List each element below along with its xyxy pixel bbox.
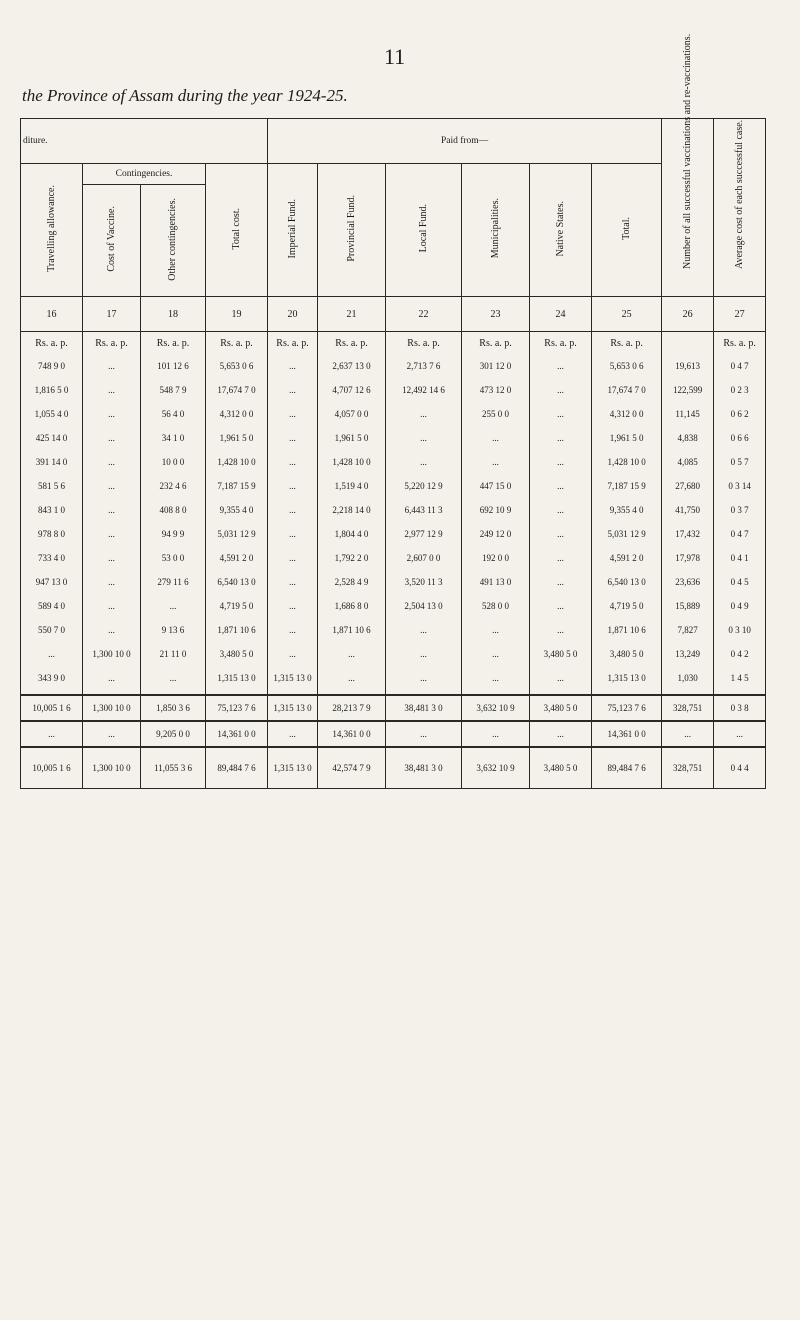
table-cell: 89,484 7 6 xyxy=(592,747,662,789)
table-cell: 301 12 0 xyxy=(462,354,530,378)
table-cell: ... xyxy=(530,498,592,522)
table-cell: 89,484 7 6 xyxy=(206,747,268,789)
table-cell: Rs. a. p. xyxy=(462,332,530,355)
table-cell: ... xyxy=(530,402,592,426)
table-cell: 3,480 5 0 xyxy=(530,747,592,789)
table-row xyxy=(21,378,766,402)
table-cell: 328,751 xyxy=(662,747,714,789)
table-cell: 1,871 10 6 xyxy=(592,618,662,642)
table-cell: 14,361 0 0 xyxy=(206,721,268,747)
table-cell: 447 15 0 xyxy=(462,474,530,498)
table-cell: ... xyxy=(386,450,462,474)
table-cell: 5,220 12 9 xyxy=(386,474,462,498)
table-cell: 978 8 0 xyxy=(21,522,83,546)
table-cell: 4,591 2 0 xyxy=(592,546,662,570)
table-cell: 0 4 9 xyxy=(714,594,766,618)
table-cell: Rs. a. p. xyxy=(318,332,386,355)
table-cell: ... xyxy=(83,721,141,747)
table-cell: ... xyxy=(83,498,141,522)
table-cell: 4,312 0 0 xyxy=(206,402,268,426)
table-cell: 0 3 7 xyxy=(714,498,766,522)
table-cell: 17,978 xyxy=(662,546,714,570)
table-cell: 408 8 0 xyxy=(141,498,206,522)
table-cell: 9,355 4 0 xyxy=(592,498,662,522)
table-cell: 9 13 6 xyxy=(141,618,206,642)
table-cell: 343 9 0 xyxy=(21,666,83,695)
table-cell: 1,871 10 6 xyxy=(206,618,268,642)
column-number: 17 xyxy=(83,297,141,332)
table-row xyxy=(21,546,766,570)
table-cell: ... xyxy=(83,618,141,642)
table-cell: ... xyxy=(83,666,141,695)
table-cell: ... xyxy=(462,450,530,474)
table-cell: 75,123 7 6 xyxy=(206,695,268,721)
table-cell: 3,632 10 9 xyxy=(462,747,530,789)
table-cell: 41,750 xyxy=(662,498,714,522)
table-cell: 17,674 7 0 xyxy=(592,378,662,402)
column-number: 19 xyxy=(206,297,268,332)
other-contingencies-header: Other contingencies. xyxy=(141,185,206,297)
local-fund-header: Local Fund. xyxy=(386,164,462,297)
table-cell: 0 5 7 xyxy=(714,450,766,474)
table-cell: Rs. a. p. xyxy=(714,332,766,355)
table-cell: Rs. a. p. xyxy=(592,332,662,355)
expenditure-header: diture. xyxy=(21,119,268,164)
table-cell: ... xyxy=(530,354,592,378)
table-cell: ... xyxy=(268,354,318,378)
table-cell: ... xyxy=(83,474,141,498)
table-cell: ... xyxy=(268,450,318,474)
table-cell: 0 6 2 xyxy=(714,402,766,426)
table-cell: 6,540 13 0 xyxy=(592,570,662,594)
page-title: the Province of Assam during the year 1924-25. xyxy=(22,86,348,105)
table-row xyxy=(21,402,766,426)
table-cell: 1,519 4 0 xyxy=(318,474,386,498)
table-cell: 1,315 13 0 xyxy=(268,695,318,721)
table-cell: 1,315 13 0 xyxy=(206,666,268,695)
subtotal-row xyxy=(21,695,766,721)
table-cell: ... xyxy=(83,402,141,426)
ledger-body xyxy=(21,332,766,789)
table-cell: 947 13 0 xyxy=(21,570,83,594)
table-cell: ... xyxy=(268,402,318,426)
table-cell: 1,850 3 6 xyxy=(141,695,206,721)
page-number: 11 xyxy=(384,44,406,69)
table-cell: 0 3 10 xyxy=(714,618,766,642)
table-cell: Rs. a. p. xyxy=(268,332,318,355)
table-cell: 10,005 1 6 xyxy=(21,747,83,789)
table-cell: 0 4 4 xyxy=(714,747,766,789)
table-cell: ... xyxy=(83,354,141,378)
cost-of-vaccine-header: Cost of Vaccine. xyxy=(83,185,141,297)
table-cell: 1,300 10 0 xyxy=(83,695,141,721)
table-cell: ... xyxy=(83,522,141,546)
table-cell: 550 7 0 xyxy=(21,618,83,642)
table-cell: 1,792 2 0 xyxy=(318,546,386,570)
imperial-fund-header: Imperial Fund. xyxy=(268,164,318,297)
table-cell: 27,680 xyxy=(662,474,714,498)
table-cell: ... xyxy=(83,594,141,618)
table-cell: 21 11 0 xyxy=(141,642,206,666)
table-cell: ... xyxy=(21,721,83,747)
table-cell: 0 4 5 xyxy=(714,570,766,594)
table-cell: Rs. a. p. xyxy=(21,332,83,355)
table-cell: 4,719 5 0 xyxy=(592,594,662,618)
table-cell: 328,751 xyxy=(662,695,714,721)
table-cell: ... xyxy=(268,570,318,594)
table-cell: Rs. a. p. xyxy=(206,332,268,355)
table-cell: 75,123 7 6 xyxy=(592,695,662,721)
table-cell: 4,312 0 0 xyxy=(592,402,662,426)
table-cell: 10,005 1 6 xyxy=(21,695,83,721)
table-cell: ... xyxy=(318,642,386,666)
table-cell: 491 13 0 xyxy=(462,570,530,594)
table-cell: 232 4 6 xyxy=(141,474,206,498)
table-cell: 3,520 11 3 xyxy=(386,570,462,594)
provincial-fund-header: Provincial Fund. xyxy=(318,164,386,297)
table-cell: 1,300 10 0 xyxy=(83,747,141,789)
table-cell: 19,613 xyxy=(662,354,714,378)
table-row xyxy=(21,426,766,450)
table-cell: 1 4 5 xyxy=(714,666,766,695)
table-row xyxy=(21,570,766,594)
table-cell: 1,030 xyxy=(662,666,714,695)
table-cell: 17,674 7 0 xyxy=(206,378,268,402)
table-cell: ... xyxy=(268,721,318,747)
table-cell: 17,432 xyxy=(662,522,714,546)
contingencies-header: Contingencies. xyxy=(83,164,206,185)
column-number: 27 xyxy=(714,297,766,332)
table-cell: 7,827 xyxy=(662,618,714,642)
table-cell: 3,480 5 0 xyxy=(592,642,662,666)
extra-row xyxy=(21,721,766,747)
table-cell: 733 4 0 xyxy=(21,546,83,570)
table-cell: 2,713 7 6 xyxy=(386,354,462,378)
table-cell: 0 4 2 xyxy=(714,642,766,666)
table-cell: ... xyxy=(268,594,318,618)
table-cell: ... xyxy=(83,570,141,594)
table-cell: ... xyxy=(268,498,318,522)
table-cell: 1,315 13 0 xyxy=(268,747,318,789)
table-cell: 1,961 5 0 xyxy=(318,426,386,450)
table-cell: 1,871 10 6 xyxy=(318,618,386,642)
table-cell: 589 4 0 xyxy=(21,594,83,618)
successful-vaccinations-header: Number of all successful vaccinations and re-vaccinations. xyxy=(662,119,714,297)
table-cell: 0 3 8 xyxy=(714,695,766,721)
table-cell: 101 12 6 xyxy=(141,354,206,378)
table-cell: ... xyxy=(530,474,592,498)
table-row xyxy=(21,450,766,474)
table-cell: 38,481 3 0 xyxy=(386,747,462,789)
table-cell: 23,636 xyxy=(662,570,714,594)
table-cell: 5,031 12 9 xyxy=(206,522,268,546)
table-row xyxy=(21,618,766,642)
table-cell: 122,599 xyxy=(662,378,714,402)
table-cell: ... xyxy=(462,426,530,450)
table-cell: ... xyxy=(268,474,318,498)
table-cell: 9,355 4 0 xyxy=(206,498,268,522)
table-cell: 1,428 10 0 xyxy=(206,450,268,474)
table-cell: ... xyxy=(462,618,530,642)
table-cell: Rs. a. p. xyxy=(83,332,141,355)
table-cell: 0 6 6 xyxy=(714,426,766,450)
table-cell: ... xyxy=(83,546,141,570)
table-cell: 1,961 5 0 xyxy=(592,426,662,450)
table-cell: 692 10 9 xyxy=(462,498,530,522)
unit-row xyxy=(21,332,766,355)
table-cell: 279 11 6 xyxy=(141,570,206,594)
table-cell: 548 7 9 xyxy=(141,378,206,402)
grand-total-row xyxy=(21,747,766,789)
table-row xyxy=(21,666,766,695)
table-cell: 0 4 1 xyxy=(714,546,766,570)
column-number: 26 xyxy=(662,297,714,332)
table-cell: 1,055 4 0 xyxy=(21,402,83,426)
table-cell: 0 2 3 xyxy=(714,378,766,402)
column-number-row xyxy=(21,297,766,332)
table-cell: 6,540 13 0 xyxy=(206,570,268,594)
table-cell: ... xyxy=(386,721,462,747)
table-row xyxy=(21,354,766,378)
table-cell: 843 1 0 xyxy=(21,498,83,522)
table-cell: 94 9 9 xyxy=(141,522,206,546)
table-cell: ... xyxy=(21,642,83,666)
table-cell: 13,249 xyxy=(662,642,714,666)
table-cell: 5,653 0 6 xyxy=(592,354,662,378)
table-cell: 5,653 0 6 xyxy=(206,354,268,378)
table-cell: 581 5 6 xyxy=(21,474,83,498)
municipalities-header: Municipalities. xyxy=(462,164,530,297)
table-cell: 1,686 8 0 xyxy=(318,594,386,618)
table-cell: 473 12 0 xyxy=(462,378,530,402)
table-cell: 5,031 12 9 xyxy=(592,522,662,546)
table-cell: 9,205 0 0 xyxy=(141,721,206,747)
table-cell: 391 14 0 xyxy=(21,450,83,474)
table-cell: ... xyxy=(268,426,318,450)
column-number: 18 xyxy=(141,297,206,332)
table-cell: 2,607 0 0 xyxy=(386,546,462,570)
table-cell: 6,443 11 3 xyxy=(386,498,462,522)
table-cell: ... xyxy=(530,378,592,402)
table-cell: ... xyxy=(268,546,318,570)
table-cell: ... xyxy=(530,666,592,695)
table-cell: 11,055 3 6 xyxy=(141,747,206,789)
table-cell: 42,574 7 9 xyxy=(318,747,386,789)
table-cell: 1,315 13 0 xyxy=(592,666,662,695)
table-cell: 12,492 14 6 xyxy=(386,378,462,402)
table-cell: 14,361 0 0 xyxy=(318,721,386,747)
table-cell: ... xyxy=(530,594,592,618)
average-cost-header: Average cost of each successful case. xyxy=(714,119,766,297)
table-cell: ... xyxy=(662,721,714,747)
table-cell: 11,145 xyxy=(662,402,714,426)
column-number: 25 xyxy=(592,297,662,332)
table-cell: 0 4 7 xyxy=(714,354,766,378)
table-cell: ... xyxy=(530,618,592,642)
table-cell: 15,889 xyxy=(662,594,714,618)
table-cell: 7,187 15 9 xyxy=(206,474,268,498)
table-cell: 4,085 xyxy=(662,450,714,474)
table-cell: 748 9 0 xyxy=(21,354,83,378)
table-cell: ... xyxy=(386,666,462,695)
column-number: 22 xyxy=(386,297,462,332)
table-cell: 3,480 5 0 xyxy=(530,642,592,666)
table-cell: Rs. a. p. xyxy=(141,332,206,355)
table-row xyxy=(21,594,766,618)
table-cell: 1,315 13 0 xyxy=(268,666,318,695)
table-cell: 0 3 14 xyxy=(714,474,766,498)
table-cell: 425 14 0 xyxy=(21,426,83,450)
table-cell: ... xyxy=(386,618,462,642)
table-row xyxy=(21,522,766,546)
table-cell xyxy=(662,332,714,355)
table-cell: ... xyxy=(83,426,141,450)
table-cell: 0 4 7 xyxy=(714,522,766,546)
table-cell: 10 0 0 xyxy=(141,450,206,474)
table-cell: 192 0 0 xyxy=(462,546,530,570)
table-cell: 56 4 0 xyxy=(141,402,206,426)
table-cell: 1,816 5 0 xyxy=(21,378,83,402)
table-cell: ... xyxy=(83,450,141,474)
table-cell: ... xyxy=(83,378,141,402)
table-cell: ... xyxy=(318,666,386,695)
table-cell: 4,591 2 0 xyxy=(206,546,268,570)
table-cell: Rs. a. p. xyxy=(530,332,592,355)
table-cell: 2,528 4 9 xyxy=(318,570,386,594)
column-number: 21 xyxy=(318,297,386,332)
table-cell: 1,961 5 0 xyxy=(206,426,268,450)
table-cell: 249 12 0 xyxy=(462,522,530,546)
table-cell: 2,977 12 9 xyxy=(386,522,462,546)
table-row xyxy=(21,474,766,498)
total-cost-header: Total cost. xyxy=(206,164,268,297)
paid-from-header: Paid from— xyxy=(268,119,662,164)
table-cell: ... xyxy=(714,721,766,747)
table-cell: 4,719 5 0 xyxy=(206,594,268,618)
table-cell: ... xyxy=(462,666,530,695)
table-cell: 255 0 0 xyxy=(462,402,530,426)
table-cell: ... xyxy=(530,426,592,450)
travelling-allowance-header: Travelling allowance. xyxy=(21,164,83,297)
table-cell: 4,838 xyxy=(662,426,714,450)
table-cell: ... xyxy=(268,378,318,402)
table-cell: 1,804 4 0 xyxy=(318,522,386,546)
table-cell: 3,480 5 0 xyxy=(206,642,268,666)
table-cell: ... xyxy=(386,426,462,450)
native-states-header: Native States. xyxy=(530,164,592,297)
table-cell: 4,707 12 6 xyxy=(318,378,386,402)
table-cell: 2,218 14 0 xyxy=(318,498,386,522)
table-cell: ... xyxy=(530,570,592,594)
table-cell: ... xyxy=(268,642,318,666)
table-cell: 2,637 13 0 xyxy=(318,354,386,378)
table-cell: 1,300 10 0 xyxy=(83,642,141,666)
table-cell: ... xyxy=(462,642,530,666)
table-cell: ... xyxy=(530,546,592,570)
table-cell: 28,213 7 9 xyxy=(318,695,386,721)
table-cell: ... xyxy=(141,594,206,618)
column-number: 23 xyxy=(462,297,530,332)
table-cell: ... xyxy=(530,450,592,474)
table-cell: 4,057 0 0 xyxy=(318,402,386,426)
table-cell: 38,481 3 0 xyxy=(386,695,462,721)
table-cell: ... xyxy=(530,522,592,546)
table-cell: 2,504 13 0 xyxy=(386,594,462,618)
table-cell: 7,187 15 9 xyxy=(592,474,662,498)
column-number: 24 xyxy=(530,297,592,332)
table-cell: ... xyxy=(462,721,530,747)
column-number: 16 xyxy=(21,297,83,332)
table-cell: 53 0 0 xyxy=(141,546,206,570)
table-row xyxy=(21,642,766,666)
table-cell: 14,361 0 0 xyxy=(592,721,662,747)
table-cell: 1,428 10 0 xyxy=(318,450,386,474)
table-cell: ... xyxy=(530,721,592,747)
table-cell: ... xyxy=(386,642,462,666)
table-cell: 3,632 10 9 xyxy=(462,695,530,721)
table-cell: ... xyxy=(386,402,462,426)
table-cell: 528 0 0 xyxy=(462,594,530,618)
table-cell: 1,428 10 0 xyxy=(592,450,662,474)
table-cell: 34 1 0 xyxy=(141,426,206,450)
table-cell: 3,480 5 0 xyxy=(530,695,592,721)
table-cell: ... xyxy=(141,666,206,695)
table-row xyxy=(21,498,766,522)
column-number: 20 xyxy=(268,297,318,332)
total-header: Total. xyxy=(592,164,662,297)
table-cell: Rs. a. p. xyxy=(386,332,462,355)
table-cell: ... xyxy=(268,618,318,642)
table-cell: ... xyxy=(268,522,318,546)
